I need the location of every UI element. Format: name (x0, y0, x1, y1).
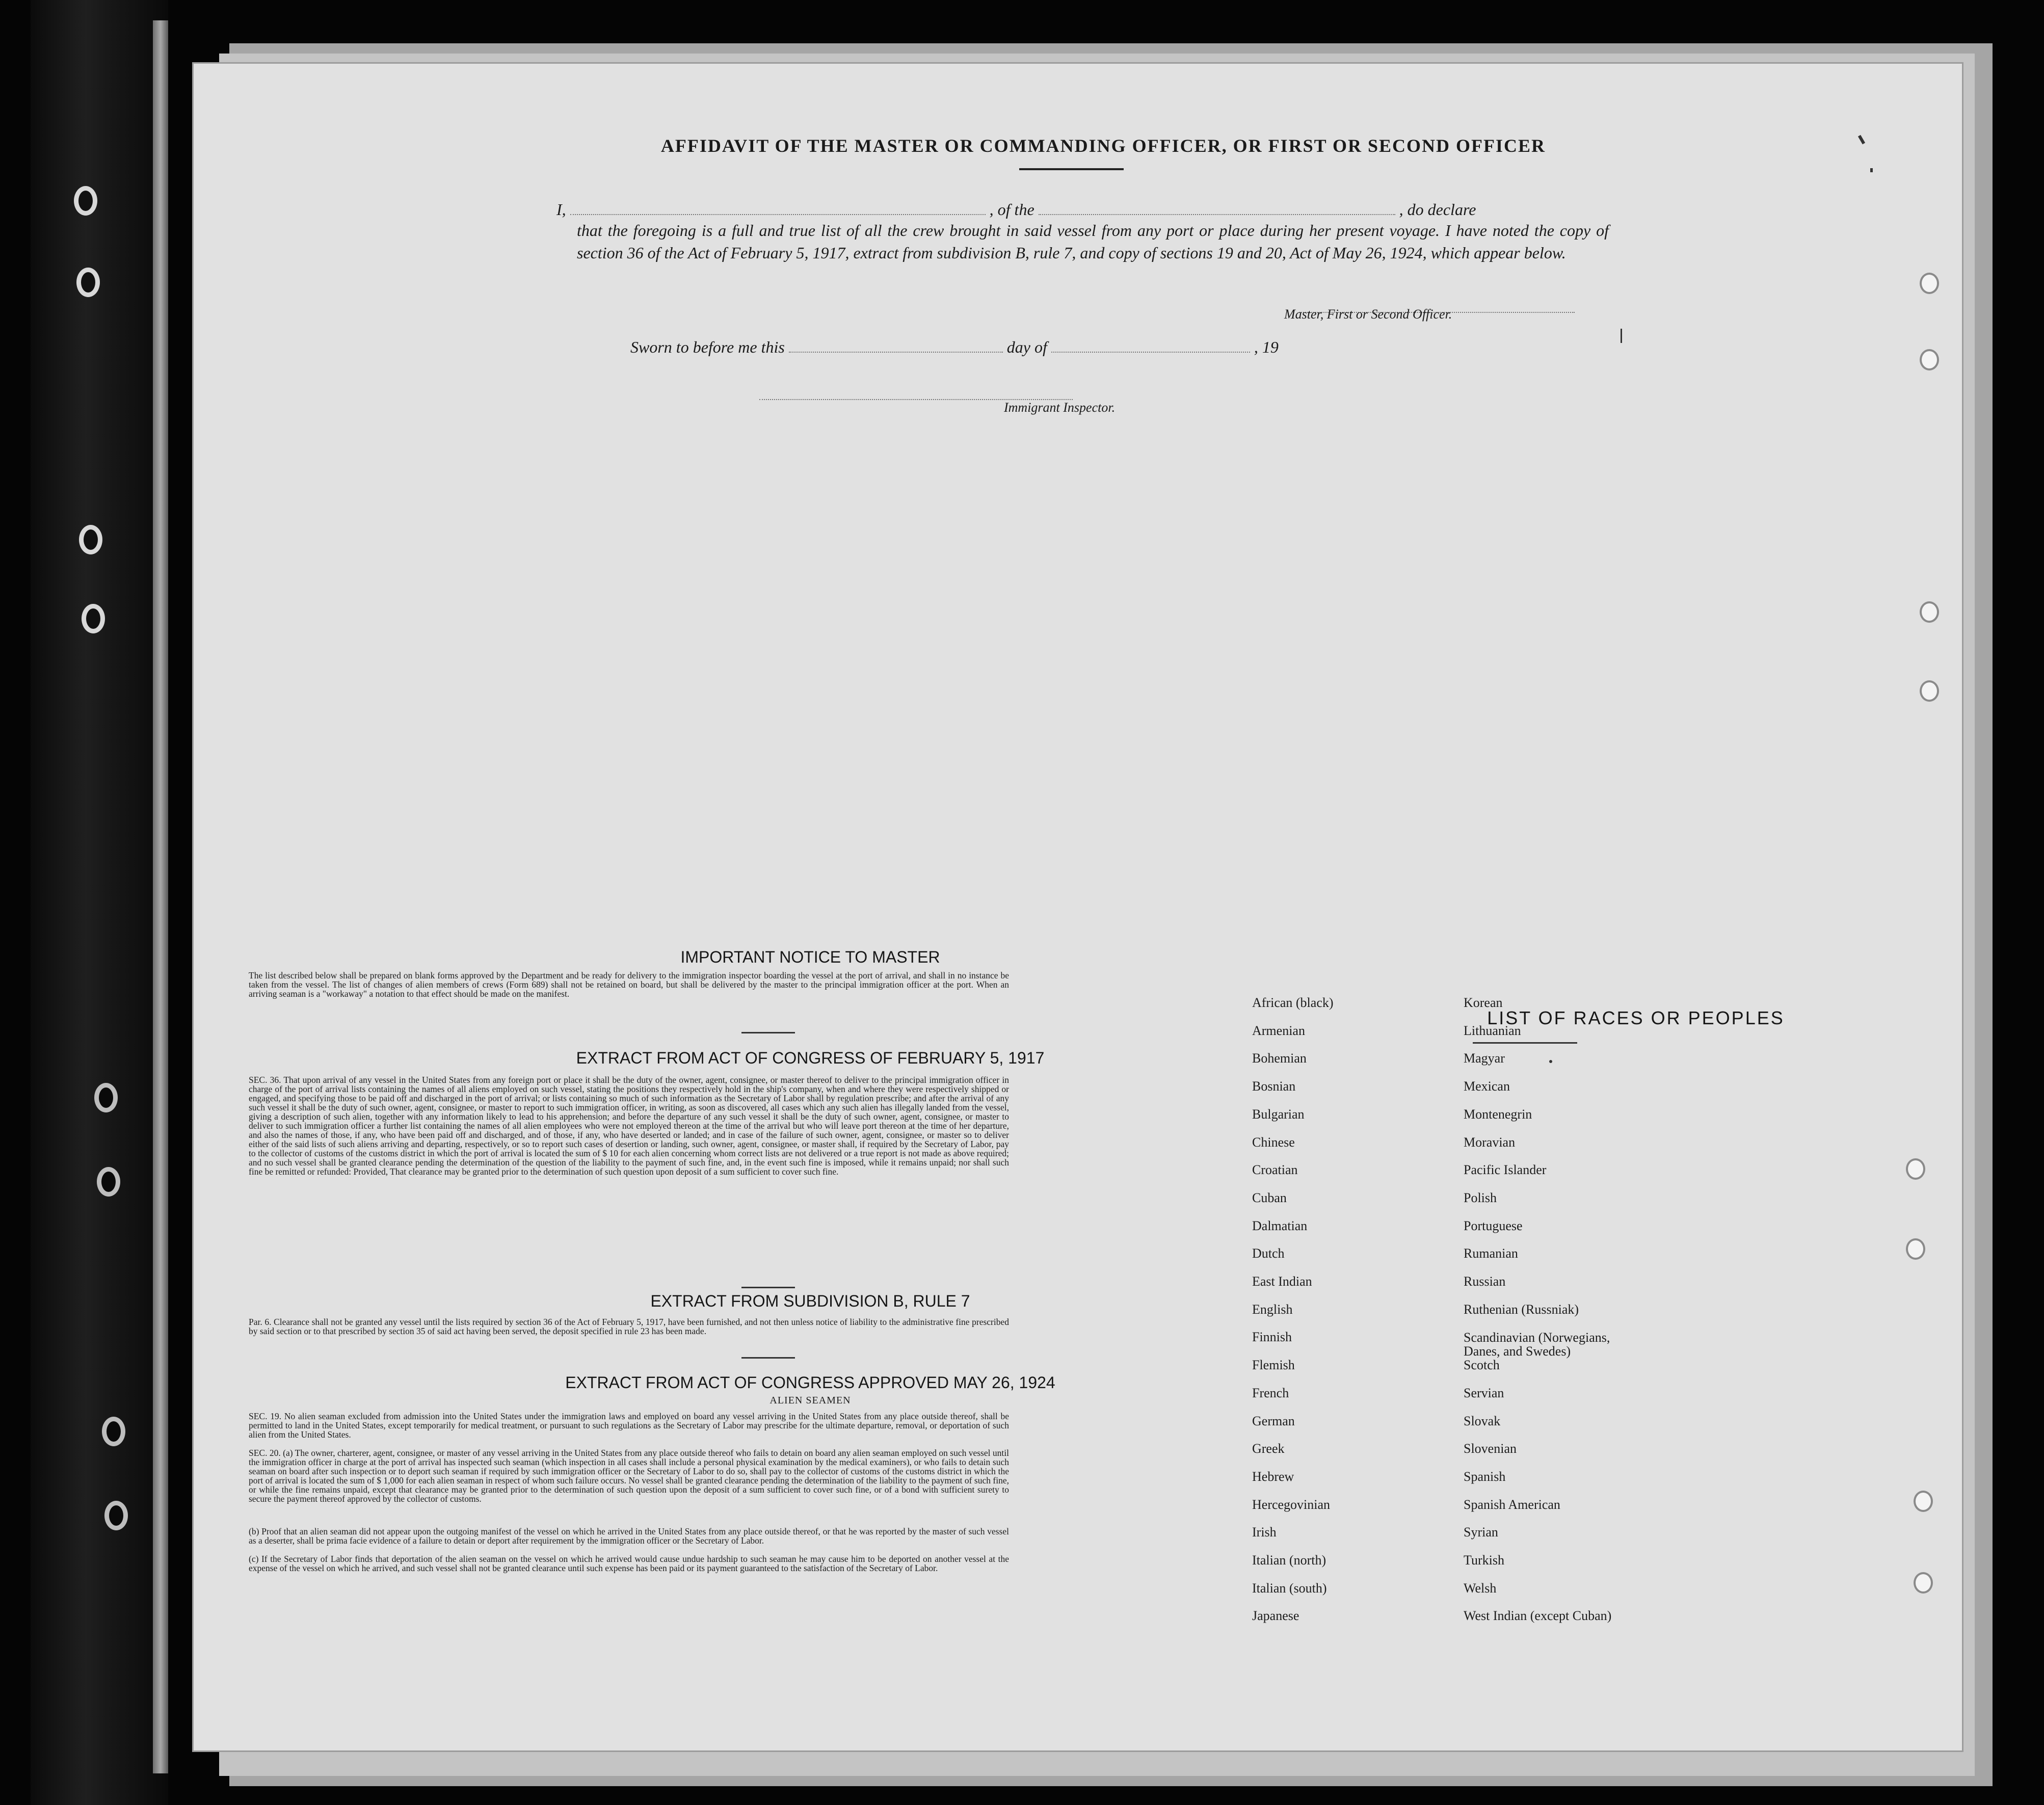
race-item: Italian (north) (1252, 1553, 1326, 1568)
extract-1917-text: SEC. 36. That upon arrival of any vessel in the United States from any foreign port or place it shall be the duty of the owner, agent, consignee, or master thereof to deliver to the principal immigration officer in charge of the port of arrival lists containing the names of all aliens employed on such vessel, stating the positions they respectively hold in the ship's company, when and where they were respectively shipped or engaged, and specifying those to be paid off and discharged in the port of arrival; or lists containing so much of such information as the Secretary of Labor shall by regulation prescribe; and after the arrival of any such vessel it shall be the duty of such owner, agent, consignee, or master to report to such immigration officer, in writing, as soon as discovered, all cases which any such alien has illegally landed from the vessel, giving a description of such alien, together with any information likely to lead to his apprehension; and before the departure of any such vessel it shall be the duty of such owner, agent, consignee, or master to deliver to such immigration officer a further list containing the names of all alien employees who were not employed thereon at the time of the arrival but who will leave port thereon at the time of her departure, and also the names of those, if any, who have been paid off and discharged, and of those, if any, who have deserted or landed; and in case of the failure of such owner, agent, consignee, or master so to deliver either of the said lists of such aliens arriving and departing, respectively, or so to report such cases of desertion or landing, such owner, agent, consignee, or master shall, if required by the Secretary of Labor, pay to the collector of customs of the customs district in which the port of arrival is located the sum of $ 10 for each alien concerning whom correct lists are not delivered or a true report is not made as above required; and no such vessel shall be granted clearance pending the determination of the question of the liability to the payment of such fine, and, in the event such fine is imposed, while it remains unpaid; nor shall such fine be remitted or refunded: Provided, That clearance may be granted prior to the determination of such question upon deposit of a sum sufficient to cover such fine. (249, 1075, 1009, 1177)
race-item: Irish (1252, 1525, 1277, 1539)
binder-strip (31, 0, 168, 1805)
race-item: Hercegovinian (1252, 1497, 1331, 1512)
race-item: Scotch (1464, 1358, 1500, 1372)
race-item: Magyar (1464, 1051, 1505, 1066)
margin-mark (1870, 168, 1873, 172)
sec-20c-text: (c) If the Secretary of Labor finds that deportation of the alien seaman on the vessel on which he arrived would cause undue hardship to such seaman he may cause him to be deported on another vessel at the expense of the vessel on which he arrived, and such vessel shall not be granted clearance until such expense has been paid or its payment guaranteed to the satisfaction of the Secretary of Labor. (249, 1554, 1009, 1573)
race-item: East Indian (1252, 1274, 1312, 1289)
binder-hole (102, 1417, 125, 1446)
year-label: , 19 (1254, 338, 1279, 356)
race-item: Dutch (1252, 1246, 1285, 1261)
race-item: Armenian (1252, 1023, 1305, 1038)
race-item: Spanish (1464, 1469, 1506, 1484)
race-item: Croatian (1252, 1162, 1298, 1177)
notice-divider (741, 1032, 795, 1033)
races-heading: LIST OF RACES OR PEOPLES (1487, 1007, 1785, 1028)
binder-hole (97, 1167, 120, 1197)
margin-mark (1549, 1060, 1552, 1063)
affidavit-declaration-line (556, 200, 1476, 219)
binder-hole (104, 1501, 128, 1530)
race-item: Welsh (1464, 1581, 1497, 1596)
binder-hole (94, 1083, 118, 1112)
race-item: Turkish (1464, 1553, 1504, 1568)
rule-7-heading: EXTRACT FROM SUBDIVISION B, RULE 7 (650, 1292, 970, 1310)
binder-hole (74, 186, 97, 216)
notice-heading: IMPORTANT NOTICE TO MASTER (680, 948, 940, 966)
race-item: Greek (1252, 1441, 1285, 1456)
extract-1917-heading: EXTRACT FROM ACT OF CONGRESS OF FEBRUARY 5, 1917 (576, 1049, 1045, 1067)
race-item: Slovak (1464, 1414, 1501, 1428)
race-item: Flemish (1252, 1358, 1295, 1372)
sworn-day-field[interactable] (789, 340, 1003, 353)
race-item: Finnish (1252, 1330, 1292, 1344)
extract-1924-heading: EXTRACT FROM ACT OF CONGRESS APPROVED MAY 26, 1924 (565, 1373, 1055, 1392)
sworn-label: Sworn to before me this (630, 338, 785, 356)
races-divider (1473, 1042, 1577, 1044)
race-item: Servian (1464, 1386, 1504, 1400)
affidavit-title: AFFIDAVIT OF THE MASTER OR COMMANDING OFFICER, OR FIRST OR SECOND OFFICER (660, 136, 1546, 156)
declare-label: , do declare (1399, 200, 1476, 219)
race-item: Syrian (1464, 1525, 1498, 1539)
alien-seamen-subheading: ALIEN SEAMEN (769, 1395, 851, 1406)
race-item: Ruthenian (Russniak) (1464, 1302, 1579, 1317)
affidavit-statement: that the foregoing is a full and true list of all the crew brought in said vessel from any port or place during her present voyage. I have noted the copy of section 36 of the Act of February 5, 1917, extract from subdivision B, rule 7, and copy of sections 19 and 20, Act of May 26, 1924, which appear below. (577, 221, 1609, 262)
margin-mark (1858, 135, 1865, 145)
page-hole (1914, 1491, 1933, 1512)
race-item: Bohemian (1252, 1051, 1307, 1066)
race-item: Mexican (1464, 1079, 1510, 1094)
binder-hole (79, 525, 102, 554)
race-item: French (1252, 1386, 1289, 1400)
race-item: Bosnian (1252, 1079, 1296, 1094)
sec-20a-text: SEC. 20. (a) The owner, charterer, agent, consignee, or master of any vessel arriving in the United States from any place outside thereof who fails to detain on board any alien seaman employed on such vessel until the immigration officer in charge at the port of arrival has inspected such seaman (which inspection in all cases shall include a personal physical examination by the medical examiners), or who fails to detain such seaman on board after such inspection or to deport such seaman if required by such immigration officer or the Secretary of Labor to do so, shall pay to the collector of customs of the customs district in which the port of arrival is located the sum of $ 1,000 for each alien seaman in respect of whom such failure occurs. No vessel shall be granted clearance pending the determination of the liability to the payment of such fine, or while the fine remains unpaid, except that clearance may be granted prior to the determination of such question upon the deposit of a sum sufficient to cover such fine, or of a bond with sufficient surety to secure the payment thereof approved by the collector of customs. (249, 1448, 1009, 1504)
inspector-signature-field[interactable] (759, 388, 1073, 400)
race-item: Polish (1464, 1190, 1497, 1205)
race-item: African (black) (1252, 995, 1334, 1010)
race-item: Italian (south) (1252, 1581, 1327, 1596)
race-item: Pacific Islander (1464, 1162, 1547, 1177)
page-hole (1906, 1238, 1925, 1260)
page-hole (1920, 349, 1939, 370)
binder-edge (153, 20, 168, 1773)
inspector-signature-label: Immigrant Inspector. (1004, 400, 1116, 415)
sworn-month-field[interactable] (1051, 340, 1250, 353)
page-hole (1914, 1572, 1933, 1594)
sec-19-text: SEC. 19. No alien seaman excluded from admission into the United States under the immigration laws and employed on board any vessel arriving in the United States from any place outside thereof, shall be permitted to land in the United States, except temporarily for medical treatment, or pursuant to such regulations as the Secretary of Labor may prescribe for the ultimate departure, removal, or deportation of such alien from the United States. (249, 1411, 1009, 1440)
sworn-line (630, 338, 1279, 357)
day-of-label: day of (1006, 338, 1047, 356)
rule-7-divider (741, 1357, 795, 1359)
binder-hole (76, 268, 100, 297)
of-the-label: , of the (989, 200, 1034, 219)
binder-hole (82, 604, 105, 633)
race-item: English (1252, 1302, 1293, 1317)
race-item: Cuban (1252, 1190, 1287, 1205)
sec-20b-text: (b) Proof that an alien seaman did not appear upon the outgoing manifest of the vessel on which he arrived in the United States from any place outside thereof, or that he was reported by the master of such vessel as a deserter, shall be prima facie evidence of a failure to detain or deport after requirement by the immigration officer or the Secretary of Labor. (249, 1526, 1009, 1546)
vessel-name-field[interactable] (1039, 203, 1395, 215)
manifest-page (194, 64, 1962, 1750)
declarant-name-field[interactable] (570, 203, 986, 215)
race-item: Japanese (1252, 1608, 1299, 1623)
notice-text: The list described below shall be prepared on blank forms approved by the Department and be ready for delivery to the immigration inspector boarding the vessel at the port of arrival, and shall in no instance be taken from the vessel. The list of changes of alien members of crews (Form 689) shall not be retained on board, but shall be delivered by the master to the principal immigration officer at the port. When an arriving seaman is a "workaway" a notation to that effect should be made on the manifest. (249, 970, 1009, 999)
race-item: Bulgarian (1252, 1107, 1305, 1122)
race-item: Lithuanian (1464, 1023, 1521, 1038)
page-hole (1906, 1158, 1925, 1180)
race-item: Slovenian (1464, 1441, 1517, 1456)
race-item: Portuguese (1464, 1218, 1523, 1233)
master-signature-label: Master, First or Second Officer. (1284, 307, 1452, 322)
extract-1917-divider (741, 1287, 795, 1288)
race-item: Montenegrin (1464, 1107, 1532, 1122)
page-hole (1920, 273, 1939, 294)
race-item: Scandinavian (Norwegians, Danes, and Swedes) (1464, 1330, 1610, 1359)
race-item: Korean (1464, 995, 1503, 1010)
race-item: Hebrew (1252, 1469, 1294, 1484)
race-item: Rumanian (1464, 1246, 1518, 1261)
title-divider (1019, 168, 1124, 170)
declarant-label: I, (556, 200, 566, 219)
race-item: Moravian (1464, 1135, 1516, 1150)
race-item: Russian (1464, 1274, 1506, 1289)
race-item: Dalmatian (1252, 1218, 1308, 1233)
race-item: West Indian (except Cuban) (1464, 1608, 1612, 1623)
race-item: German (1252, 1414, 1295, 1428)
page-hole (1920, 680, 1939, 702)
race-item: Chinese (1252, 1135, 1295, 1150)
page-hole (1920, 601, 1939, 623)
rule-7-text: Par. 6. Clearance shall not be granted any vessel until the lists required by section 36 of the Act of February 5, 1917, have been furnished, and not then unless notice of liability to the administrative fine prescribed by said section or to that prescribed by section 35 of said act having been served, the deposit specified in rule 23 has been made. (249, 1317, 1009, 1336)
margin-mark (1621, 329, 1622, 343)
race-item: Spanish American (1464, 1497, 1560, 1512)
